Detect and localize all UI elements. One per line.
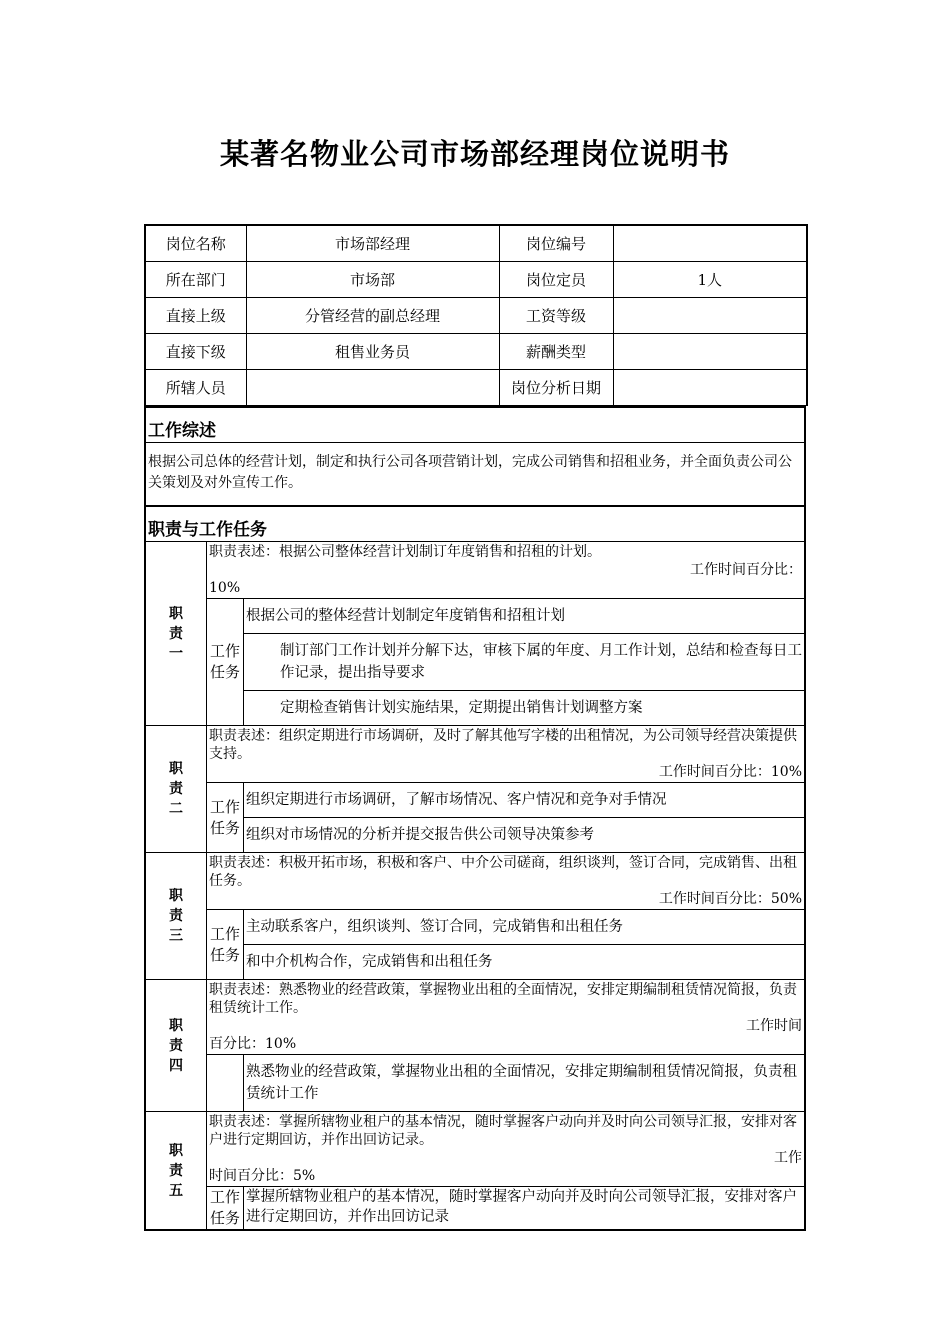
field-value: 市场部经理 bbox=[246, 225, 499, 262]
duty-label: 职责一 bbox=[146, 542, 207, 725]
task-label: 工作任务 bbox=[207, 1187, 244, 1229]
document-title: 某著名物业公司市场部经理岗位说明书 bbox=[219, 137, 730, 171]
field-label: 直接上级 bbox=[145, 298, 246, 334]
duty-label: 职责四 bbox=[146, 980, 207, 1111]
field-value: 租售业务员 bbox=[246, 334, 499, 370]
task-label: 工作任务 bbox=[207, 910, 244, 979]
duty-description: 职责表述：掌握所辖物业租户的基本情况，随时掌握客户动向并及时向公司领导汇报，安排对客户进行定期回访，并作出回访记录。 工作 时间百分比：5% bbox=[209, 1114, 802, 1184]
duty-block bbox=[146, 541, 804, 725]
task-item: 组织定期进行市场调研，了解市场情况、客户情况和竞争对手情况 bbox=[246, 792, 667, 808]
time-percentage-value: 10% bbox=[209, 580, 241, 596]
duties-section bbox=[144, 507, 806, 1231]
time-percentage: 工作时间百分比： bbox=[690, 562, 802, 578]
task-item: 和中介机构合作，完成销售和出租任务 bbox=[244, 944, 804, 979]
duty-block bbox=[146, 725, 804, 852]
duty-description: 职责表述：组织定期进行市场调研，及时了解其他写字楼的出租情况，为公司领导经营决策提供支持。 工作时间百分比：10% bbox=[209, 728, 802, 780]
field-label: 所在部门 bbox=[145, 262, 246, 298]
time-percentage: 工作时间百分比：50% bbox=[658, 891, 802, 907]
task-group bbox=[207, 1186, 804, 1229]
table-row bbox=[145, 298, 807, 334]
table-row bbox=[145, 370, 807, 406]
job-description-form bbox=[144, 224, 806, 1231]
field-value bbox=[613, 370, 807, 406]
field-value bbox=[246, 370, 499, 406]
field-label: 岗位名称 bbox=[145, 225, 246, 262]
field-value: 分管经营的副总经理 bbox=[246, 298, 499, 334]
field-value bbox=[613, 334, 807, 370]
field-label: 直接下级 bbox=[145, 334, 246, 370]
table-row bbox=[145, 262, 807, 298]
duty-label: 职责二 bbox=[146, 726, 207, 852]
field-label: 工资等级 bbox=[499, 298, 613, 334]
field-value: 1人 bbox=[613, 262, 807, 298]
field-label: 岗位定员 bbox=[499, 262, 613, 298]
duty-label: 职责三 bbox=[146, 853, 207, 979]
task-item: 制订部门工作计划并分解下达，审核下属的年度、月工作计划，总结和检查每日工作记录，提出指导要求 bbox=[244, 633, 804, 690]
duty-label: 职责五 bbox=[146, 1112, 207, 1229]
field-label: 薪酬类型 bbox=[499, 334, 613, 370]
field-label: 所辖人员 bbox=[145, 370, 246, 406]
task-item: 组织对市场情况的分析并提交报告供公司领导决策参考 bbox=[244, 817, 804, 852]
duty-block bbox=[146, 979, 804, 1111]
duty-block bbox=[146, 1111, 804, 1229]
field-label: 岗位分析日期 bbox=[499, 370, 613, 406]
task-group bbox=[207, 598, 804, 725]
field-value: 市场部 bbox=[246, 262, 499, 298]
task-group bbox=[207, 1054, 804, 1111]
basic-info-table bbox=[144, 224, 808, 406]
task-item: 熟悉物业的经营政策，掌握物业出租的全面情况，安排定期编制租赁情况简报，负责租赁统计工作 bbox=[246, 1064, 797, 1102]
summary-section bbox=[144, 406, 806, 507]
time-percentage-value: 百分比：10% bbox=[209, 1036, 297, 1052]
time-percentage: 工作 bbox=[774, 1150, 802, 1166]
time-percentage: 工作时间 bbox=[746, 1018, 802, 1034]
duty-block bbox=[146, 852, 804, 979]
duty-description: 职责表述：熟悉物业的经营政策，掌握物业出租的全面情况，安排定期编制租赁情况简报，负责租赁统计工作。 工作时间 百分比：10% bbox=[209, 982, 802, 1052]
field-label: 岗位编号 bbox=[499, 225, 613, 262]
task-group bbox=[207, 909, 804, 979]
task-group bbox=[207, 782, 804, 852]
summary-text: 根据公司总体的经营计划，制定和执行公司各项营销计划，完成公司销售和招租业务，并全面负责公司公关策划及对外宣传工作。 bbox=[148, 454, 792, 491]
time-percentage-value: 时间百分比：5% bbox=[209, 1168, 316, 1184]
field-value bbox=[613, 298, 807, 334]
field-value bbox=[613, 225, 807, 262]
task-item: 主动联系客户，组织谈判、签订合同，完成销售和出租任务 bbox=[246, 919, 623, 935]
task-item: 根据公司的整体经营计划制定年度销售和招租计划 bbox=[246, 608, 565, 624]
duties-heading: 职责与工作任务 bbox=[148, 520, 267, 540]
table-row bbox=[145, 225, 807, 262]
duty-description: 职责表述：积极开拓市场，积极和客户、中介公司磋商，组织谈判，签订合同，完成销售、出租任务。 工作时间百分比：50% bbox=[209, 855, 802, 907]
task-label: 工作任务 bbox=[207, 783, 244, 852]
task-item: 定期检查销售计划实施结果，定期提出销售计划调整方案 bbox=[244, 690, 804, 725]
time-percentage: 工作时间百分比：10% bbox=[658, 764, 802, 780]
task-item: 掌握所辖物业租户的基本情况，随时掌握客户动向并及时向公司领导汇报，安排对客户进行定期回访，并作出回访记录 bbox=[246, 1189, 797, 1225]
table-row bbox=[145, 334, 807, 370]
summary-heading: 工作综述 bbox=[146, 408, 804, 443]
task-label: 工作任务 bbox=[207, 599, 244, 725]
duty-description: 职责表述：根据公司整体经营计划制订年度销售和招租的计划。 工作时间百分比： 10% bbox=[209, 544, 802, 596]
task-label-empty bbox=[207, 1055, 244, 1111]
